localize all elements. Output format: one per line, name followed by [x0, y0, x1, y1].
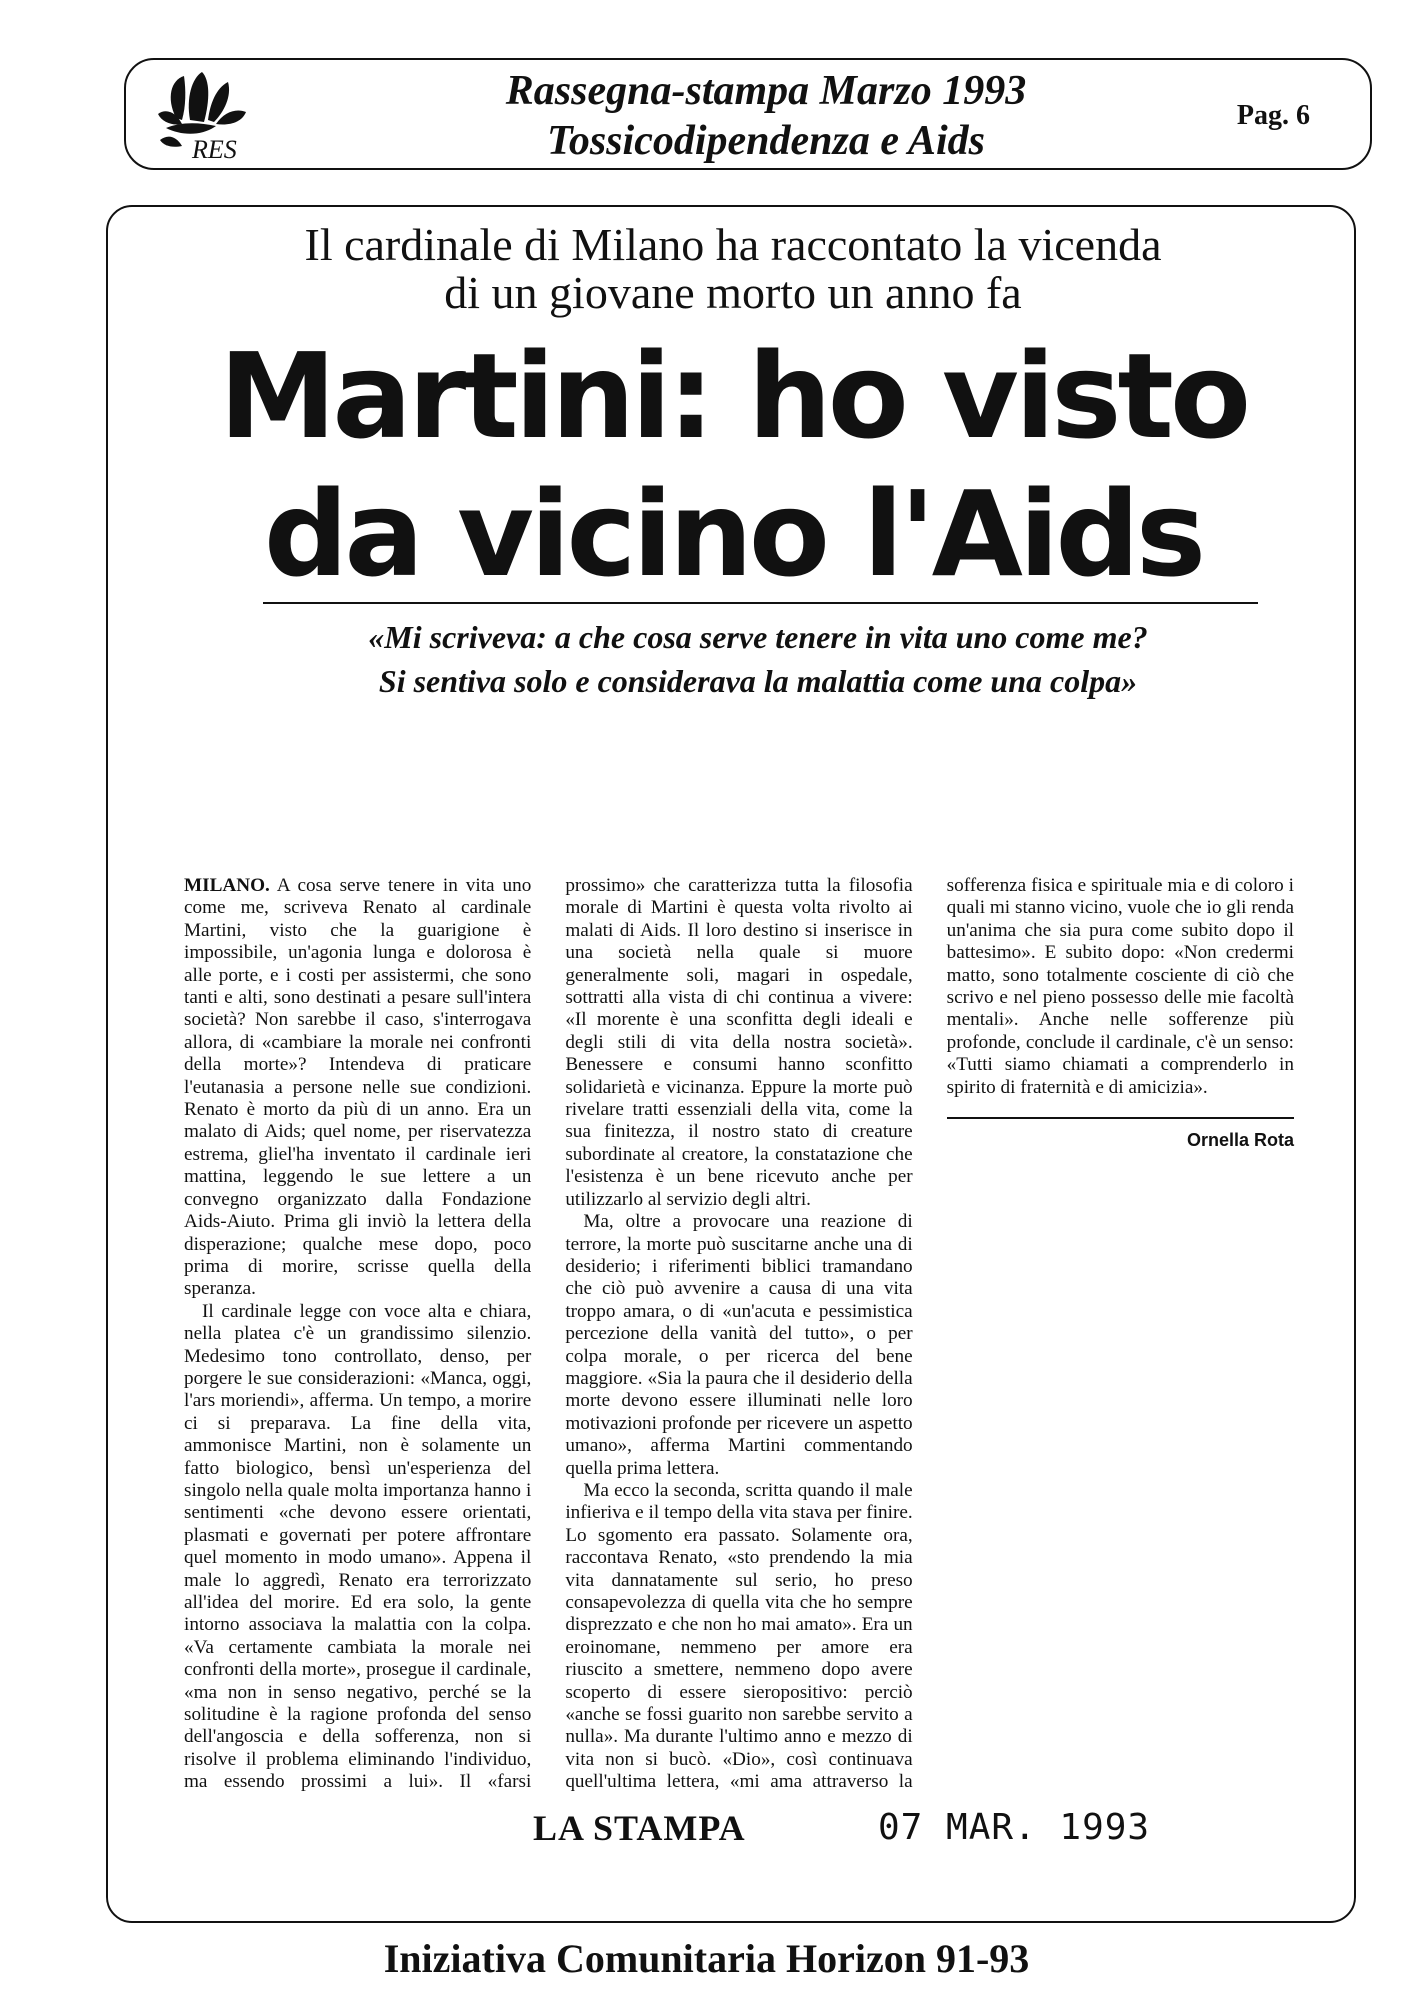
- headline-divider: [263, 602, 1258, 604]
- header-title-line1: Rassegna-stampa Marzo 1993: [505, 68, 1027, 114]
- article-headline: [128, 327, 1338, 603]
- page-number: Pag. 6: [1236, 100, 1310, 131]
- article-paragraph: Ma, oltre a provocare una reazione di terrore, la morte può suscitarne anche una di desiderio; i riferimenti biblici tramandano che ciò può avvenire a causa di una vita troppo amara, o di «un'acuta e pessimistica percezione della vanità del tutto», o per colpa morale, o per ricerca del bene maggiore. «Sia la paura che il desiderio della morte devono essere illuminati nelle loro motivazioni profonde per ricevere un aspetto umano», afferma Martini commentando quella prima lettera.: [565, 1211, 913, 1479]
- lotus-flower-icon: [146, 68, 256, 164]
- paragraph-text: A cosa serve tenere in vita uno come me, scriveva Renato al cardinale Martini, visto che la guarigione è impossibile, un'agonia lunga e dolorosa è alle porte, e i costi per assistermi, che sono tanti e alti, sono destinati a pesare sull'intera società? Non sarebbe il caso, s'interrogava allora, di «cambiare la morale nei confronti della morte»? Intendeva di praticare l'eutanasia a persone nelle sue condizioni. Renato è morto da più di un anno. Era un malato di Aids; quel nome, per riservatezza estrema, gliel'ha inventato il cardinale ieri mattina, leggendo le sue lettere a un convegno organizzato dalla Fondazione Aids-Aiuto. Prima gli inviò la lettera della disperazione; qualche mese dopo, poco prima di morire, scrisse quella della speranza.: [184, 875, 532, 1300]
- newspaper-source: LA STAMPA: [533, 1808, 746, 1848]
- footer-initiative: Iniziativa Comunitaria Horizon 91-93: [383, 1936, 1030, 1981]
- kicker-line2: di un giovane morto un anno fa: [444, 267, 1022, 318]
- subhead-line1: «Mi scriveva: a che cosa serve tenere in vita uno come me?: [368, 619, 1148, 655]
- article-clipping: [106, 205, 1356, 1923]
- article-body: [184, 875, 1294, 1815]
- subhead-line2: Si sentiva solo e considerava la malattia come una colpa»: [378, 663, 1138, 699]
- kicker-line1: Il cardinale di Milano ha raccontato la vicenda: [304, 219, 1162, 270]
- header-titles: [326, 66, 1206, 166]
- logo-text: RES: [192, 135, 237, 164]
- author-byline: Ornella Rota: [947, 1117, 1294, 1151]
- headline-line1: Martini: ho visto: [218, 327, 1248, 465]
- article-paragraph: Ma ecco la seconda, scritta quando il male infieriva e il tempo della vita stava per finire. Lo sgomento era passato. Solamente ora, raccontava Renato, «sto prendendo la mia vita dannatamente sul serio, ho preso consapevolezza di quella vita che ho sempre disprezzato e che non ho mai amato». Era un eroinomane, nemmeno per amore era riuscito a smettere, nemmeno dopo avere scoperto di essere sieropositivo: perciò «anche se fossi guarito non sarebbe servito a nulla». Ma durante l'ultimo anno e mezzo di vita non si bucò. «Dio», così continuava quell'ultima lettera, «mi ama attraverso la sofferenza fisica e spirituale mia e di coloro i quali mi stanno vicino, vuole che io gli renda un'anima che sia pura come subito dopo il battesimo». E subito dopo: «Non credermi matto, sono totalmente cosciente di ciò che scrivo e nel pieno possesso delle mie facoltà mentali». Anche nelle sofferenze più profonde, conclude il cardinale, c'è un senso: «Tutti siamo chiamati a comprenderlo in spirito di fraternità e di amicizia».: [565, 875, 1294, 1793]
- headline-line2: da vicino l'Aids: [263, 465, 1203, 603]
- dateline: MILANO.: [184, 875, 270, 896]
- stamp-date: 07 MAR. 1993: [878, 1807, 1151, 1848]
- article-subhead: [208, 615, 1308, 703]
- article-paragraph: Il cardinale legge con voce alta e chiara, nella platea c'è un grandissimo silenzio. Medesimo tono controllato, denso, per porgere le sue considerazioni: «Manca, oggi, l'ars moriendi», afferma. Un tempo, a morire ci si preparava. La fine della vita, ammonisce Martini, non è solamente un fatto biologico, bensì un'esperienza del singolo nella quale molta importanza hanno i sentimenti «che devono essere orientati, plasmati e governati per potere affrontare quel momento in modo umano». Appena il male lo aggredì, Renato era terrorizzato all'idea del morire. Ed era solo, la gente intorno associava la malattia con la colpa. «Va certamente cambiata la morale nei confronti della morte», prosegue il cardinale, «ma non in senso negativo, perché se la solitudine è la ragione profonda del senso dell'angoscia e della sofferenza, non si risolve il problema eliminando l'individuo, ma essendo prossimi a lui». Il «farsi prossimo» che caratterizza tutta la filosofia morale di Martini è questa volta rivolto ai malati di Aids. Il loro destino si inserisce in una società nella quale si muore generalmente soli, magari in ospedale, sottratti alla vista di chi continua a vivere: «Il morente è una sconfitta degli ideali e degli stili di vita della nostra società». Benessere e consumi hanno sconfitto solidarietà e vicinanza. Eppure la morte può rivelare tratti essenziali della vita, come la sua finitezza, il nostro stato di creature subordinate al creatore, la constatazione che l'esistenza è un bene ricevuto anche per utilizzarlo al servizio degli altri.: [184, 875, 913, 1793]
- press-review-header: [124, 58, 1372, 170]
- article-paragraph: [184, 875, 531, 1301]
- article-kicker: [148, 221, 1318, 317]
- header-title-line2: Tossicodipendenza e Aids: [547, 118, 985, 164]
